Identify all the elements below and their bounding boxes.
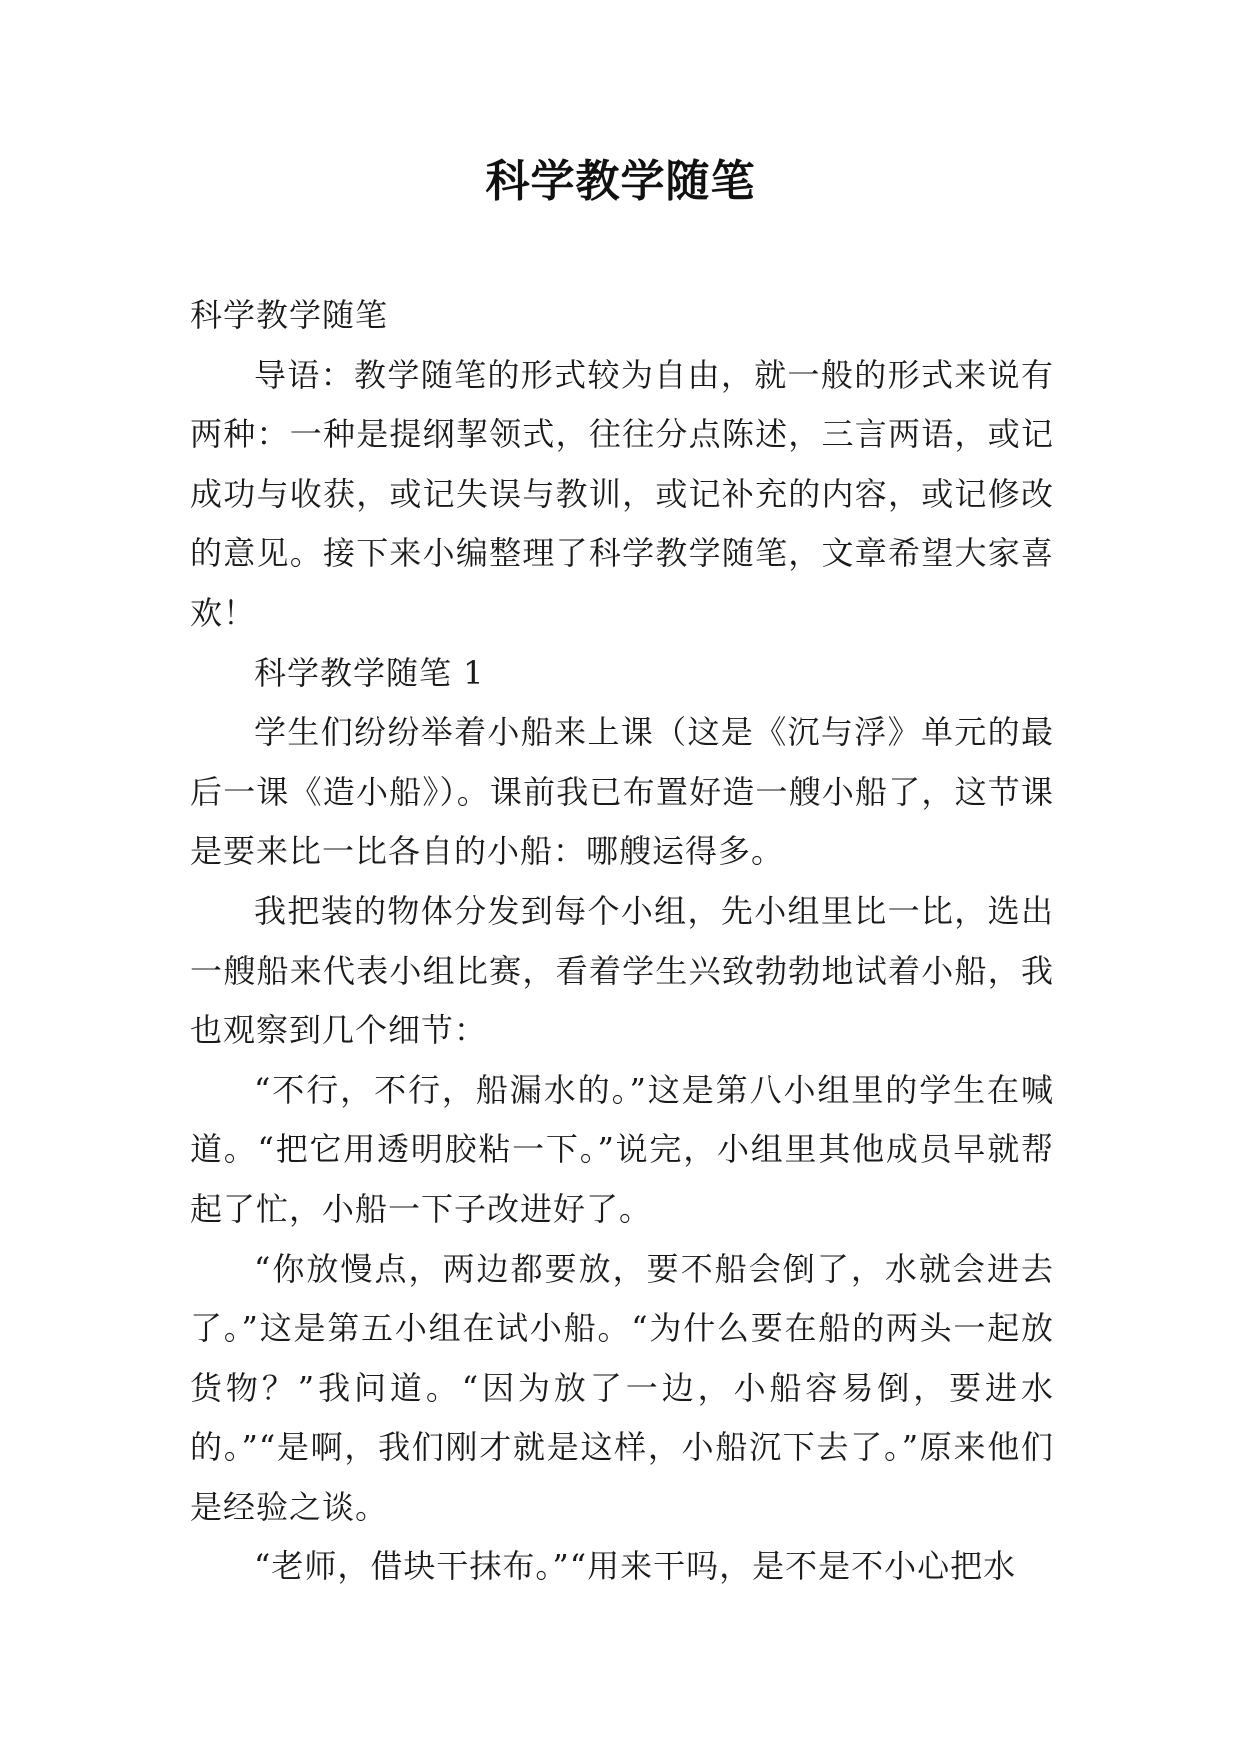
paragraph: “你放慢点，两边都要放，要不船会倒了，水就会进去了。”这是第五小组在试小船。“为什么要在船的两头一起放货物？”我问道。“因为放了一边，小船容易倒，要进水的。”“是啊，我们刚才就是这样，小船沉下去了。”原来他们是经验之谈。	[190, 1249, 1054, 1526]
paragraph: 科学教学随笔 1	[254, 653, 485, 692]
document-body	[190, 286, 1054, 1597]
paragraph: 学生们纷纷举着小船来上课（这是《沉与浮》单元的最后一课《造小船》）。课前我已布置好造一艘小船了，这节课是要来比一比各自的小船：哪艘运得多。	[190, 713, 1054, 871]
paragraph: 我把装的物体分发到每个小组，先小组里比一比，选出一艘船来代表小组比赛，看着学生兴致勃勃地试着小船，我也观察到几个细节：	[190, 891, 1054, 1050]
document-title: 科学教学随笔	[485, 156, 756, 207]
paragraph: 科学教学随笔	[190, 296, 389, 334]
paragraph: “老师，借块干抹布。”“用来干吗，是不是不小心把水	[254, 1547, 1017, 1586]
paragraph: 导语：教学随笔的形式较为自由，就一般的形式来说有两种：一种是提纲挈领式，往往分点陈述，三言两语，或记成功与收获，或记失误与教训，或记补充的内容，或记修改的意见。接下来小编整理了科学教学随笔，文章希望大家喜欢！	[190, 355, 1054, 632]
paragraph: “不行，不行，船漏水的。”这是第八小组里的学生在喊道。“把它用透明胶粘一下。”说完，小组里其他成员早就帮起了忙，小船一下子改进好了。	[190, 1070, 1054, 1228]
